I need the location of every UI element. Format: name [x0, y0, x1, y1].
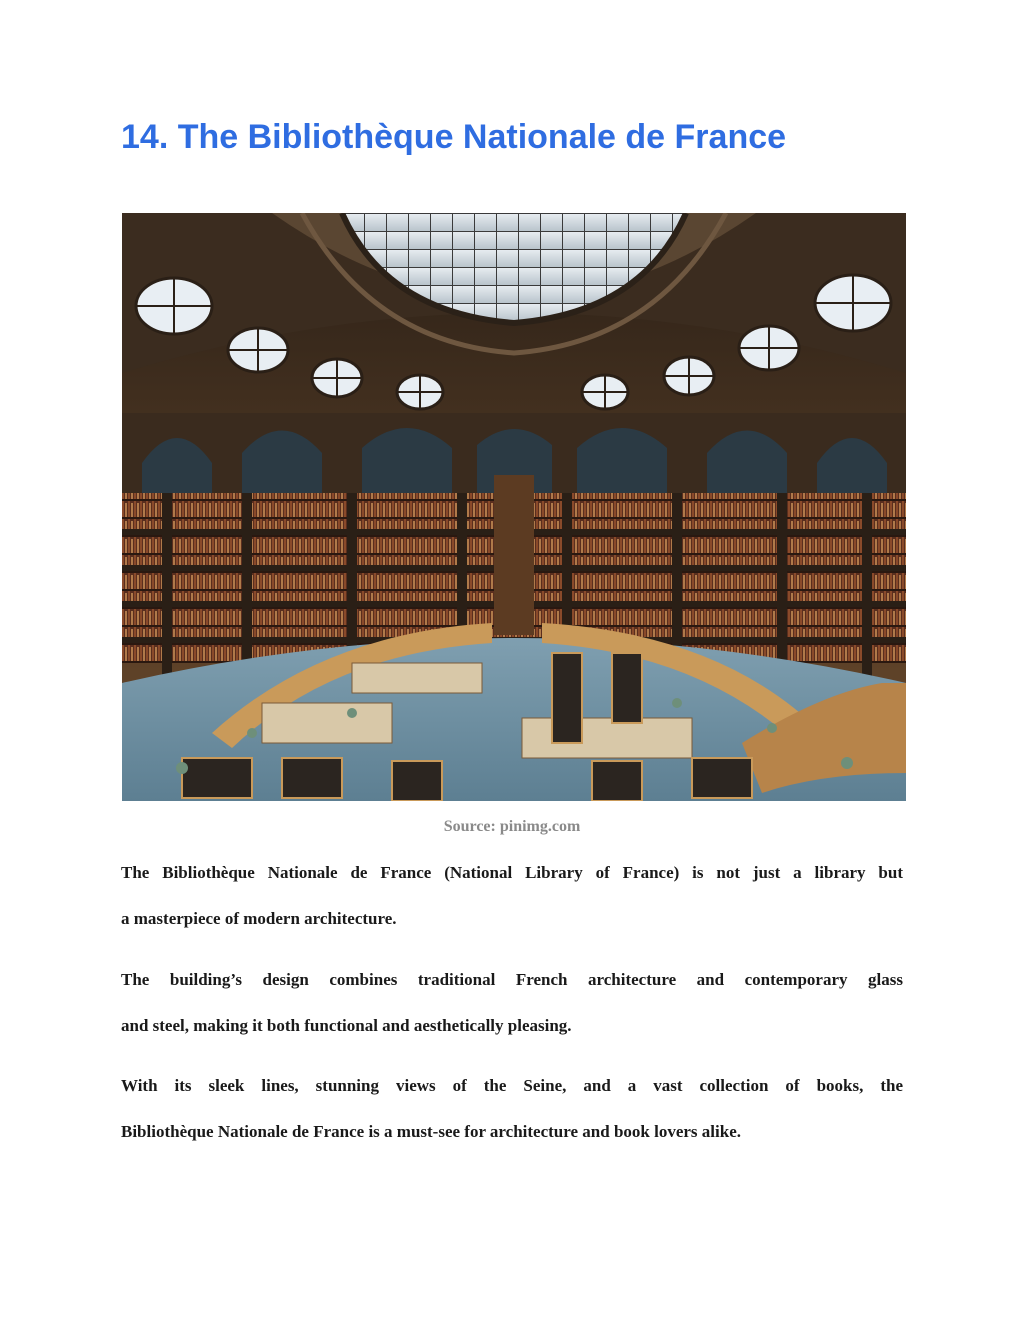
paragraph-1-line-1: The Bibliothèque Nationale de France (National Library of France) is not just a library but [121, 863, 903, 882]
paragraph-2-line-2: and steel, making it both functional and aesthetically pleasing. [121, 1016, 572, 1035]
paragraph-2-line-1: The building’s design combines traditional French architecture and contemporary glass [121, 970, 903, 989]
paragraph-1-line-2: a masterpiece of modern architecture. [121, 909, 397, 928]
page-title: 14. The Bibliothèque Nationale de France [121, 118, 787, 156]
image-caption: Source: pinimg.com [443, 818, 581, 835]
library-reading-room-photo [122, 213, 906, 801]
paragraph-3-line-2: Bibliothèque Nationale de France is a must-see for architecture and book lovers alike. [121, 1122, 741, 1141]
paragraph-3-line-1: With its sleek lines, stunning views of the Seine, and a vast collection of books, the [121, 1076, 903, 1095]
paragraph-1 [121, 850, 903, 942]
paragraph-3 [121, 1063, 903, 1155]
paragraph-2 [121, 957, 903, 1049]
